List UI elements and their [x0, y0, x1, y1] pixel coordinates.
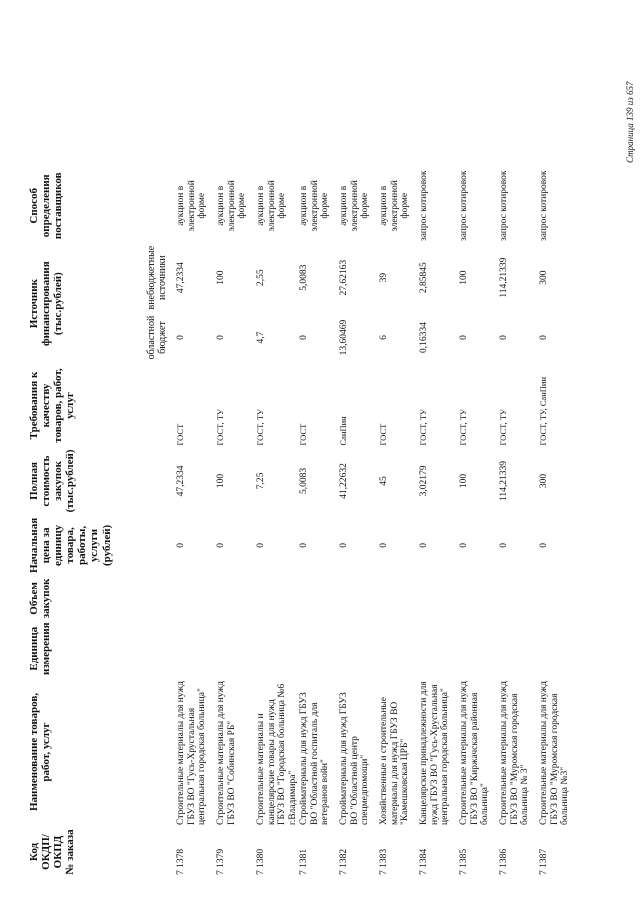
- quality-requirements: ГОСТ, ТУ, СанПин: [537, 377, 548, 446]
- unit-cell: [216, 620, 256, 677]
- unit-price: 0: [498, 543, 509, 548]
- volume-cell: [299, 576, 339, 620]
- total-cost: 5,0083: [298, 467, 309, 495]
- order-code: 7 1386: [498, 848, 509, 875]
- quality-requirements: ГОСТ: [377, 423, 388, 446]
- supplier-method: аукцион в электронной форме: [378, 180, 411, 232]
- volume-cell: [539, 576, 579, 620]
- total-cost: 3,02179: [418, 465, 429, 497]
- header-method: Способ определения поставщиков: [28, 172, 65, 240]
- procurement-table: [28, 168, 579, 877]
- item-name: Хозяйственные и строительные материалы для нужд ГБУЗ ВО "Камешковская ЦРБ": [378, 696, 411, 825]
- unit-price: 0: [338, 543, 349, 548]
- item-name: Стройматериалы для нужд ГБУЗ ВО "Областной центр спецмедпомощи": [338, 692, 371, 825]
- item-name: Строительные материалы для нужд ГБУЗ ВО "Гусь-Хрустальная центральная городская больница": [176, 681, 208, 825]
- total-cost: 114,21339: [498, 460, 509, 501]
- extra-budget: 114,21339: [498, 257, 509, 298]
- order-code: 7 1379: [216, 848, 226, 875]
- quality-requirements: ГОСТ, ТУ: [215, 409, 225, 446]
- unit-cell: [499, 620, 539, 677]
- order-code: 7 1378: [176, 848, 186, 875]
- unit-price: 0: [256, 543, 266, 548]
- volume-cell: [176, 576, 216, 620]
- page-footer: Страница 139 из 657: [625, 81, 635, 163]
- table-row: [216, 168, 256, 877]
- header-price: Начальная цена за единицу товара, работы, услуги (рублей): [28, 517, 113, 574]
- table-row: [499, 168, 539, 877]
- item-name: Строительные материалы для нужд ГБУЗ ВО "Муромская городская больница № 3": [498, 681, 531, 825]
- unit-price: 0: [418, 543, 429, 548]
- order-code: 7 1381: [298, 848, 309, 875]
- quality-requirements: ГОСТ: [175, 423, 185, 446]
- extra-budget: 47,2334: [176, 262, 186, 294]
- volume-cell: [256, 576, 299, 620]
- volume-cell: [459, 576, 499, 620]
- supplier-method: аукцион в электронной форме: [216, 180, 248, 232]
- order-code: 7 1383: [378, 848, 389, 875]
- supplier-method: запрос котировок: [458, 170, 469, 242]
- unit-cell: [419, 620, 459, 677]
- supplier-method: запрос котировок: [418, 170, 429, 242]
- item-name: Строительные материалы для нужд ГБУЗ ВО "Собинская РБ": [216, 681, 237, 825]
- unit-price: 0: [378, 543, 389, 548]
- item-name: Канцелярские принадлежности для нужд ГБУЗ ВО "Гусь-Хрустальная центральная городская больница": [418, 681, 451, 825]
- supplier-method: аукцион в электронной форме: [298, 180, 331, 232]
- extra-budget: 100: [216, 270, 226, 285]
- unit-cell: [299, 620, 339, 677]
- regional-budget: 0: [458, 335, 469, 340]
- header-source-regional: областной бюджет: [146, 315, 168, 360]
- extra-budget: 100: [458, 270, 469, 285]
- extra-budget: 300: [538, 270, 549, 285]
- regional-budget: 6: [378, 335, 389, 340]
- total-cost: 45: [378, 476, 389, 486]
- total-cost: 100: [216, 473, 226, 489]
- unit-cell: [459, 620, 499, 677]
- item-name: Строительные материалы для нужд ГБУЗ ВО "Киржачская районная больница": [458, 681, 491, 825]
- item-name: Строительные материалы для нужд ГБУЗ ВО "Муромская городская больница №3": [538, 681, 571, 825]
- table-row: [256, 168, 299, 877]
- unit-price: 0: [458, 543, 469, 548]
- table-row: [176, 168, 216, 877]
- order-code: 7 1387: [538, 848, 549, 875]
- regional-budget: 0: [538, 335, 549, 340]
- header-source-extra: внебюджетные источники: [146, 245, 168, 310]
- unit-cell: [256, 620, 299, 677]
- regional-budget: 0: [498, 335, 509, 340]
- total-cost: 300: [538, 473, 549, 489]
- extra-budget: 5,0083: [298, 264, 309, 291]
- order-code: 7 1380: [256, 848, 266, 875]
- item-name: Стройматериалы для нужд ГБУЗ ВО "Областной госпиталь для ветеранов войн": [298, 692, 331, 825]
- quality-requirements: ГОСТ: [297, 423, 308, 446]
- volume-cell: [379, 576, 419, 620]
- table-row: [459, 168, 499, 877]
- order-code: 7 1384: [418, 848, 429, 875]
- header-source: Источник финансирования (тыс.рублей): [28, 261, 65, 347]
- header-volume: Объем закупок: [28, 578, 53, 619]
- table-row: [419, 168, 459, 877]
- total-cost: 100: [458, 473, 469, 489]
- volume-cell: [419, 576, 459, 620]
- regional-budget: 0: [298, 335, 309, 340]
- header-name: Наименование товаров, работ, услуг: [28, 692, 53, 812]
- regional-budget: 0,16334: [418, 322, 429, 353]
- header-total: Полная стоимость закупок (тыс.рублей): [28, 449, 77, 513]
- total-cost: 47,2334: [176, 465, 186, 497]
- extra-budget: 2,55: [256, 269, 266, 286]
- total-cost: 7,25: [256, 472, 266, 490]
- supplier-method: аукцион в электронной форме: [176, 180, 208, 232]
- supplier-method: запрос котировок: [538, 170, 549, 242]
- extra-budget: 2,85845: [418, 262, 429, 294]
- volume-cell: [499, 576, 539, 620]
- supplier-method: аукцион в электронной форме: [256, 180, 288, 232]
- regional-budget: 0: [176, 335, 186, 340]
- regional-budget: 13,60469: [338, 319, 349, 356]
- regional-budget: 0: [216, 335, 226, 340]
- extra-budget: 39: [378, 272, 389, 283]
- unit-price: 0: [298, 543, 309, 548]
- quality-requirements: ГОСТ, ТУ: [457, 409, 468, 446]
- order-code: 7 1385: [458, 848, 469, 875]
- quality-requirements: ГОСТ, ТУ: [255, 409, 265, 446]
- volume-cell: [339, 576, 379, 620]
- regional-budget: 4,7: [256, 331, 266, 344]
- unit-cell: [539, 620, 579, 677]
- unit-cell: [339, 620, 379, 677]
- quality-requirements: ГОСТ, ТУ: [417, 409, 428, 446]
- header-requirements: Требования к качеству товаров, работ, услуг: [28, 368, 77, 443]
- supplier-method: аукцион в электронной форме: [338, 180, 371, 232]
- header-code: Код ОКДП/ ОКПД № заказа: [28, 829, 77, 875]
- table-row: [539, 168, 579, 877]
- unit-price: 0: [538, 543, 549, 548]
- item-name: Строительные материалы и канцелярские товары для нужд ГБУЗ ВО "Городская больница №6 г.Владимира": [256, 683, 299, 825]
- extra-budget: 27,62163: [338, 259, 349, 296]
- supplier-method: запрос котировок: [498, 170, 509, 242]
- table-row: [339, 168, 379, 877]
- header-unit: Единица измерения: [28, 622, 53, 675]
- table-row: [379, 168, 419, 877]
- total-cost: 41,22632: [338, 463, 349, 499]
- unit-cell: [379, 620, 419, 677]
- unit-price: 0: [176, 543, 186, 548]
- quality-requirements: СанПин: [337, 416, 348, 446]
- unit-price: 0: [216, 543, 226, 548]
- unit-cell: [176, 620, 216, 677]
- volume-cell: [216, 576, 256, 620]
- table-row: [299, 168, 339, 877]
- quality-requirements: ГОСТ, ТУ: [497, 409, 508, 446]
- order-code: 7 1382: [338, 848, 349, 875]
